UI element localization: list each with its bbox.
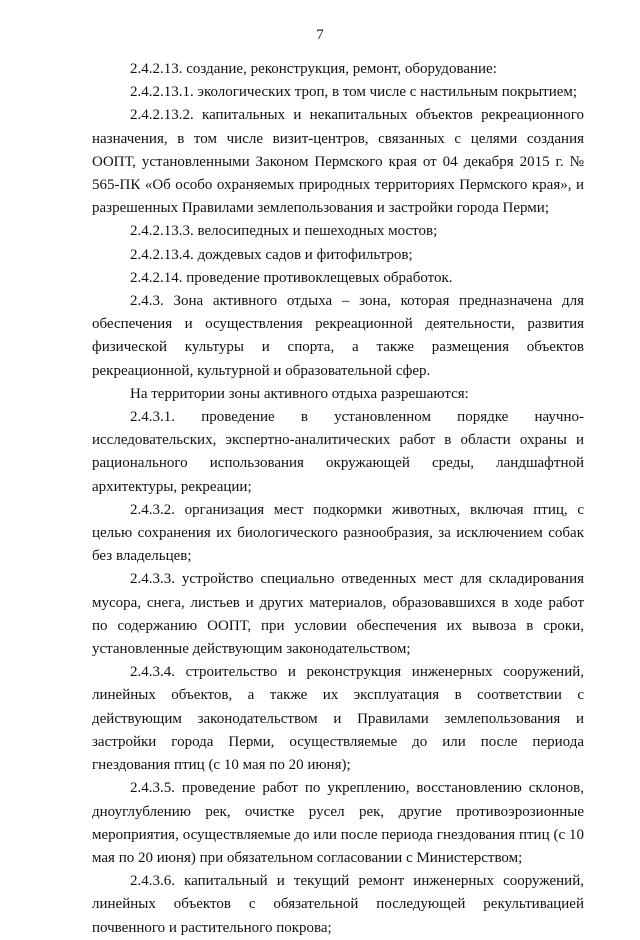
paragraph-2-4-3-4: 2.4.3.4. строительство и реконструкция инженерных сооружений, линейных объектов, а также их эксплуатация в соответствии с действующим законодательством и Правилами землепользования и застройки города Перми, осуществляемые до или после периода гнездования птиц (с 10 мая по 20 июня); [92, 664, 584, 774]
paragraph-2-4-2-13-3: 2.4.2.13.3. велосипедных и пешеходных мостов; [130, 223, 438, 240]
paragraph-2-4-2-13-4: 2.4.2.13.4. дождевых садов и фитофильтров; [130, 246, 413, 263]
paragraph-allowed-intro: На территории зоны активного отдыха разрешаются: [130, 385, 469, 402]
document-body [92, 58, 584, 940]
page-number: 7 [316, 27, 324, 43]
paragraph-2-4-3: 2.4.3. Зона активного отдыха – зона, которая предназначена для обеспечения и осуществления рекреационной деятельности, развития физической культуры и спорта, а также размещения объектов рекреационной, культурной и образовательной сфер. [92, 293, 584, 379]
paragraph-2-4-2-13: 2.4.2.13. создание, реконструкция, ремонт, оборудование: [130, 61, 497, 77]
paragraph-2-4-2-13-2: 2.4.2.13.2. капитальных и некапитальных объектов рекреационного назначения, в том числе визит-центров, связанных с целями создания ООПТ, установленными Законом Пермского края от 04 декабря 2015 г. № 565-ПК «Об особо охраняемых природных территориях Пермского края», и разрешенных Правилами землепользования и застройки города Перми; [92, 107, 584, 217]
paragraph-2-4-2-13-1: 2.4.2.13.1. экологических троп, в том числе с настильным покрытием; [130, 84, 578, 101]
paragraph-2-4-3-5: 2.4.3.5. проведение работ по укреплению, восстановлению склонов, дноуглублению рек, очистке русел рек, другие противоэрозионные мероприятия, осуществляемые до или после периода гнездования птиц (с 10 мая по 20 июня) при обязательном согласовании с Министерством; [92, 780, 584, 866]
paragraph-2-4-3-2: 2.4.3.2. организация мест подкормки животных, включая птиц, с целью сохранения их биологического разнообразия, за исключением собак без владельцев; [92, 501, 584, 565]
paragraph-2-4-3-3: 2.4.3.3. устройство специально отведенных мест для складирования мусора, снега, листьев и других материалов, образовавшихся в ходе работ по содержанию ООПТ, при условии обеспечения их вывоза в сроки, установленные действующим законодательством; [92, 571, 584, 658]
paragraph-2-4-2-14: 2.4.2.14. проведение противоклещевых обработок. [130, 269, 453, 286]
paragraph-2-4-3-6: 2.4.3.6. капитальный и текущий ремонт инженерных сооружений, линейных объектов с обязательной последующей рекультивацией почвенного и растительного покрова; [92, 873, 584, 936]
paragraph-2-4-3-1: 2.4.3.1. проведение в установленном порядке научно-исследовательских, экспертно-аналитических работ в области охраны и рационального использования окружающей среды, ландшафтной архитектуры, рекреации; [92, 409, 584, 495]
